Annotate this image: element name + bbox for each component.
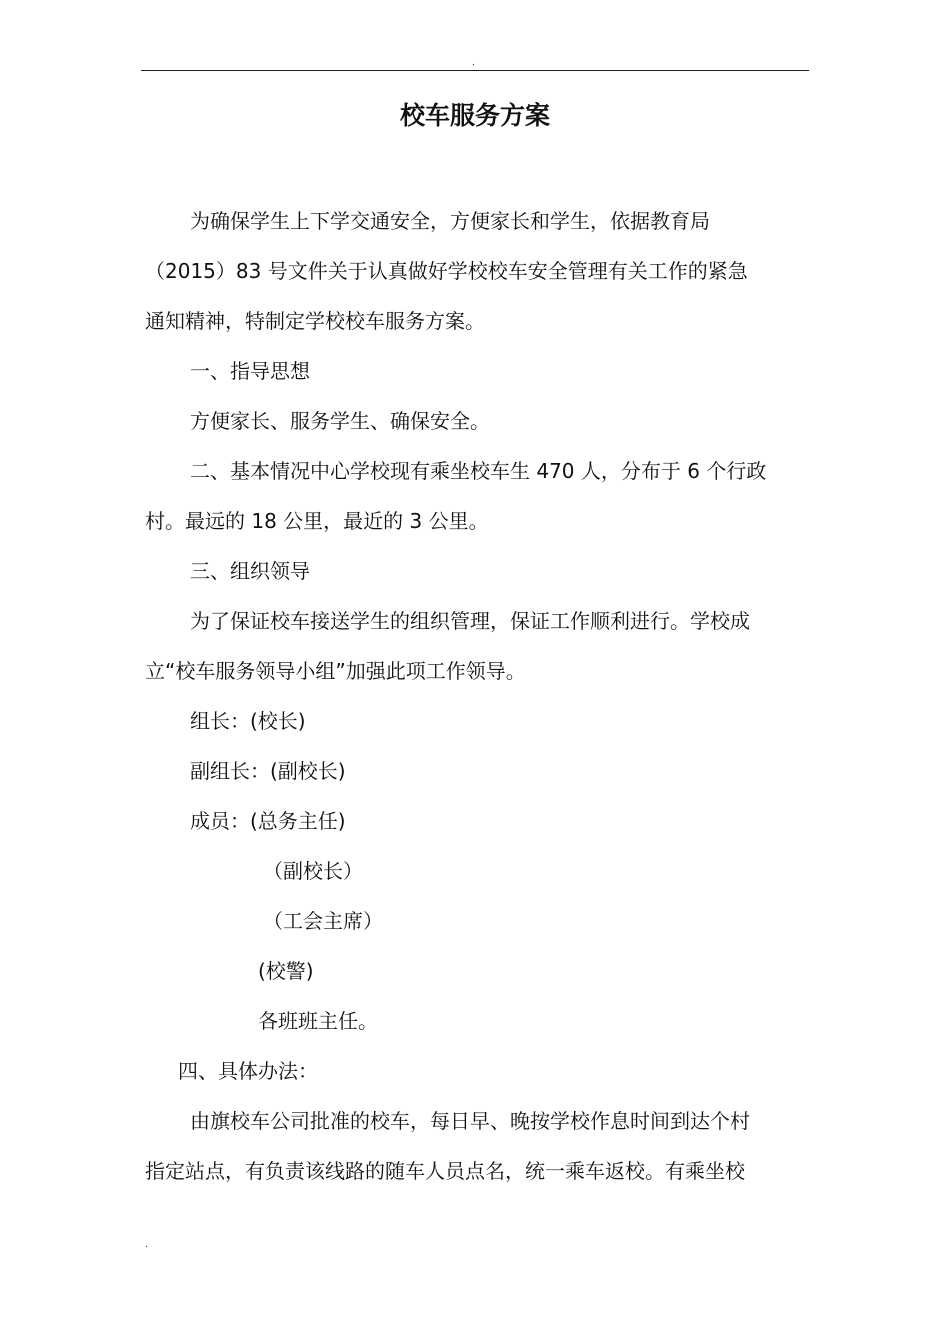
paragraph-guiding-idea: 方便家长、服务学生、确保安全。 xyxy=(190,409,490,433)
team-member-vice-principal: （副校长） xyxy=(263,859,363,883)
paragraph-intro-line-2: （2015）83 号文件关于认真做好学校校车安全管理有关工作的紧急 xyxy=(145,259,748,283)
team-member-school-police: (校警) xyxy=(258,959,314,983)
paragraph-intro-line-1: 为确保学生上下学交通安全，方便家长和学生，依据教育局 xyxy=(190,209,710,233)
header-rule xyxy=(141,70,809,71)
team-members: 成员：(总务主任) xyxy=(190,809,346,833)
paragraph-measures-line-1: 由旗校车公司批准的校车，每日早、晚按学校作息时间到达个村 xyxy=(190,1109,750,1133)
document-title: 校车服务方案 xyxy=(399,101,550,130)
paragraph-basic-info-line-1: 二、基本情况中心学校现有乘坐校车生 470 人，分布于 6 个行政 xyxy=(190,459,767,483)
footer-mark: . xyxy=(145,1240,148,1250)
team-member-union-chair: （工会主席） xyxy=(263,909,383,933)
header-mark: . xyxy=(472,58,475,68)
team-deputy-leader: 副组长：(副校长) xyxy=(190,759,346,783)
section-heading-organization: 三、组织领导 xyxy=(190,559,310,583)
paragraph-organization-line-1: 为了保证校车接送学生的组织管理，保证工作顺利进行。学校成 xyxy=(190,609,750,633)
section-heading-guiding-idea: 一、指导思想 xyxy=(190,359,310,383)
paragraph-basic-info-line-2: 村。最远的 18 公里，最近的 3 公里。 xyxy=(145,509,489,533)
team-leader: 组长：(校长) xyxy=(190,709,306,733)
team-member-class-teachers: 各班班主任。 xyxy=(258,1009,378,1033)
paragraph-measures-line-2: 指定站点，有负责该线路的随车人员点名，统一乘车返校。有乘坐校 xyxy=(145,1159,745,1183)
section-heading-measures: 四、具体办法： xyxy=(178,1059,318,1083)
paragraph-intro-line-3: 通知精神，特制定学校校车服务方案。 xyxy=(145,309,485,333)
paragraph-organization-line-2: 立“校车服务领导小组”加强此项工作领导。 xyxy=(145,659,526,683)
